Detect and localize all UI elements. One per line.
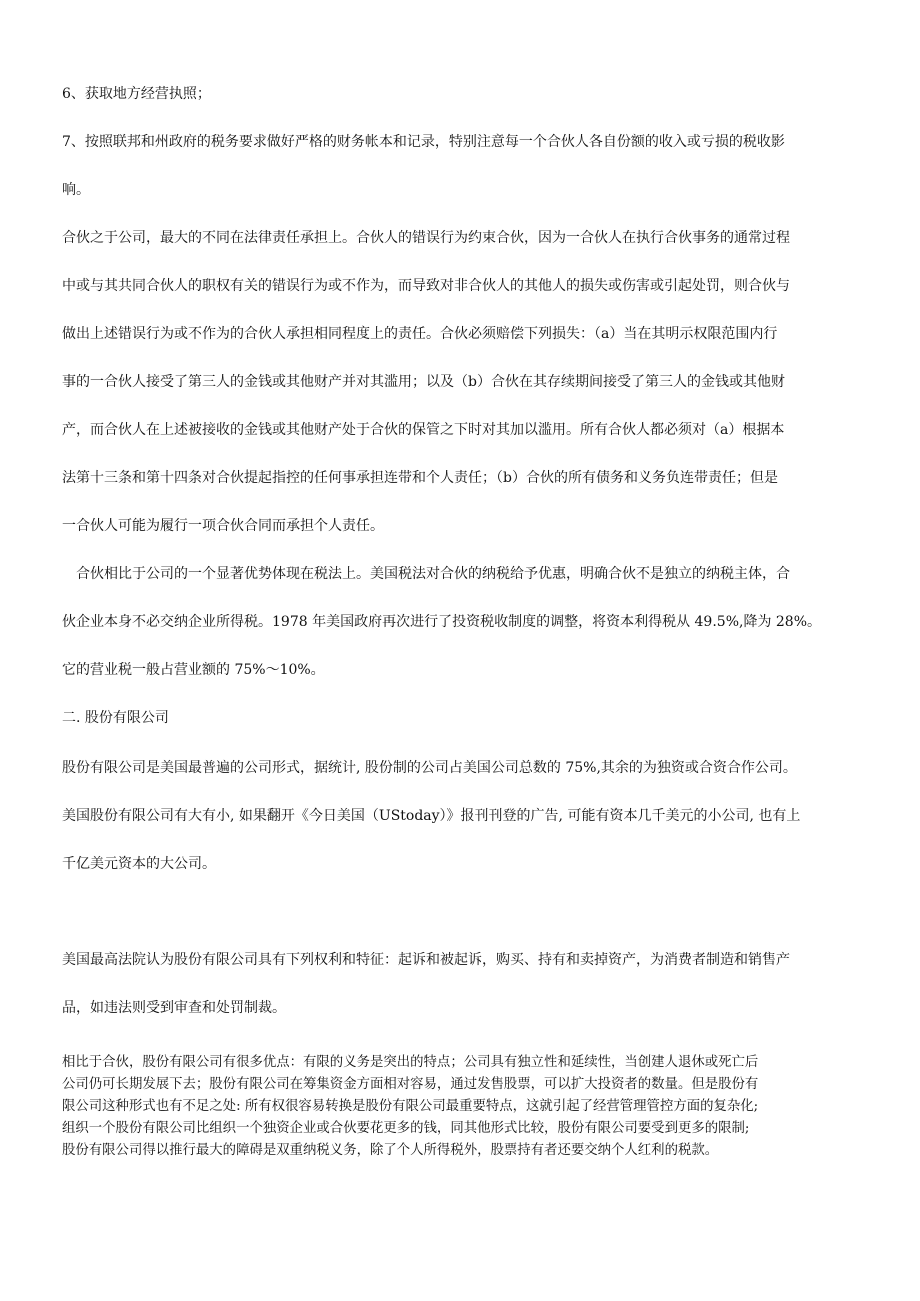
- liability-paragraph-line-4: 事的一合伙人接受了第三人的金钱或其他财产并对其滥用；以及（b）合伙在其存续期间接受了第三人的金钱或其他财: [62, 374, 785, 390]
- liability-paragraph-line-6: 法第十三条和第十四条对合伙提起指控的任何事承担连带和个人责任；（b）合伙的所有债务和义务负连带责任；但是: [62, 470, 778, 486]
- corp-paragraph-3-line-1: 相比于合伙，股份有限公司有很多优点：有限的义务是突出的特点；公司具有独立性和延续性，当创建人退休或死亡后: [62, 1055, 759, 1070]
- liability-paragraph-line-7: 一合伙人可能为履行一项合伙合同而承担个人责任。: [62, 518, 384, 534]
- liability-paragraph-line-1: 合伙之于公司，最大的不同在法律责任承担上。合伙人的错误行为约束合伙，因为一合伙人在执行合伙事务的通常过程: [62, 230, 790, 246]
- liability-paragraph-line-3: 做出上述错误行为或不作为的合伙人承担相同程度上的责任。合伙必须赔偿下列损失：（a）当在其明示权限范围内行: [62, 326, 778, 342]
- corp-paragraph-3-line-2: 公司仍可长期发展下去；股份有限公司在筹集资金方面相对容易，通过发售股票，可以扩大投资者的数量。但是股份有: [62, 1077, 759, 1092]
- list-item-7-line-1: 7、按照联邦和州政府的税务要求做好严格的财务帐本和记录，特别注意每一个合伙人各自份额的收入或亏损的税收影: [62, 134, 785, 150]
- corp-paragraph-2-line-1: 美国最高法院认为股份有限公司具有下列权利和特征：起诉和被起诉，购买、持有和卖掉资产，为消费者制造和销售产: [62, 952, 790, 968]
- list-item-7-line-2: 响。: [62, 182, 90, 198]
- liability-paragraph-line-5: 产，而合伙人在上述被接收的金钱或其他财产处于合伙的保管之下时对其加以滥用。所有合伙人都必须对（a）根据本: [62, 422, 785, 438]
- list-item-6: 6、获取地方经营执照；: [62, 86, 211, 102]
- corp-paragraph-2-line-2: 品，如违法则受到审查和处罚制裁。: [62, 1000, 286, 1016]
- corp-paragraph-3-line-3: 限公司这种形式也有不足之处: 所有权很容易转换是股份有限公司最重要特点，这就引起了经营管理管控方面的复杂化;: [62, 1099, 759, 1114]
- tax-paragraph-line-1: 合伙相比于公司的一个显著优势体现在税法上。美国税法对合伙的纳税给予优惠，明确合伙不是独立的纳税主体，合: [62, 566, 790, 582]
- corp-paragraph-1-line-2: 美国股份有限公司有大有小, 如果翻开《今日美国（UStoday）》报刊刊登的广告, 可能有资本几千美元的小公司, 也有上: [62, 808, 801, 824]
- tax-paragraph-line-2: 伙企业本身不必交纳企业所得税。1978 年美国政府再次进行了投资税收制度的调整，将资本利得税从 49.5%,降为 28%。: [62, 614, 822, 630]
- tax-paragraph-line-3: 它的营业税一般占营业额的 75%～10%。: [62, 662, 325, 678]
- liability-paragraph-line-2: 中或与其共同合伙人的职权有关的错误行为或不作为，而导致对非合伙人的其他人的损失或伤害或引起处罚，则合伙与: [62, 278, 790, 294]
- corp-paragraph-1-line-3: 千亿美元资本的大公司。: [62, 856, 216, 872]
- corp-paragraph-3: [62, 1052, 874, 1162]
- corp-paragraph-3-line-4: 组织一个股份有限公司比组织一个独资企业或合伙要花更多的钱，同其他形式比较，股份有限公司要受到更多的限制;: [62, 1121, 750, 1136]
- corp-paragraph-3-line-5: 股份有限公司得以推行最大的障碍是双重纳税义务，除了个人所得税外，股票持有者还要交纳个人红利的税款。: [62, 1143, 719, 1158]
- corp-paragraph-1-line-1: 股份有限公司是美国最普遍的公司形式，据统计, 股份制的公司占美国公司总数的 75%,其余的为独资或合资合作公司。: [62, 760, 797, 776]
- section-heading: 二. 股份有限公司: [62, 710, 169, 726]
